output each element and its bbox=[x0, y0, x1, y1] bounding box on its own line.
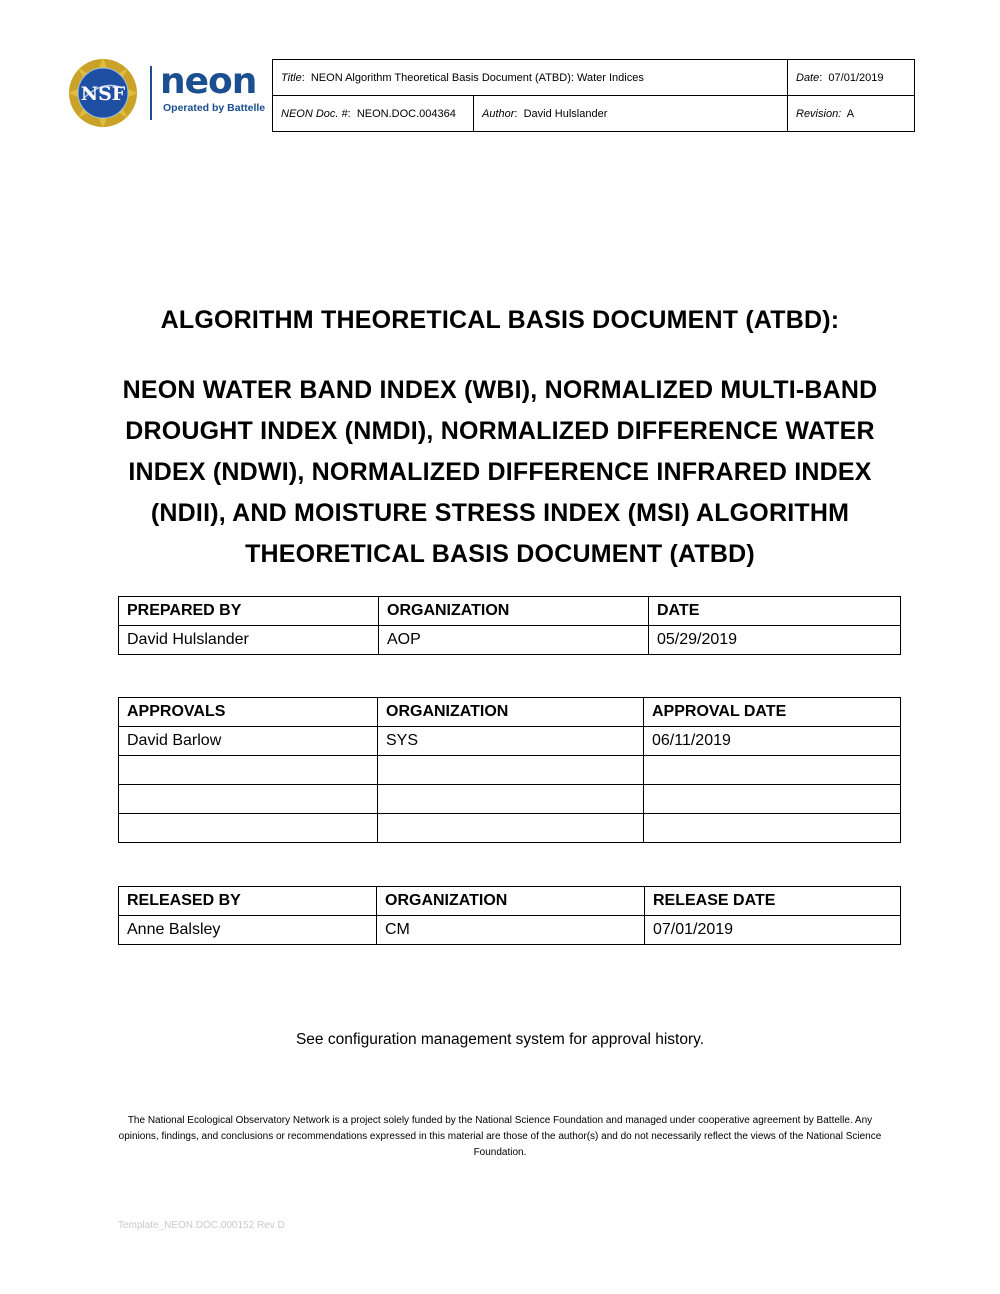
table-cell bbox=[119, 785, 378, 814]
table-cell bbox=[378, 814, 644, 843]
table-cell: 05/29/2019 bbox=[649, 626, 901, 655]
funding-disclaimer: The National Ecological Observatory Network is a project solely funded by the National Science Foundation and managed under cooperative agreement by Battelle. Any opinions, findings, and conclusions or recommendations expressed in this material are those of the author(s) and do not necessarily reflect the views of the National Science Foundation. bbox=[118, 1115, 882, 1158]
revision-label: Revision: bbox=[796, 107, 842, 120]
prepared-by-table bbox=[118, 596, 901, 655]
operated-by-battelle: Operated by Battelle bbox=[163, 102, 266, 114]
svg-text:NSF: NSF bbox=[80, 83, 126, 105]
table-header-cell: PREPARED BY bbox=[119, 597, 379, 626]
document-title-line1: ALGORITHM THEORETICAL BASIS DOCUMENT (ATBD): bbox=[160, 306, 840, 334]
logo-divider bbox=[150, 66, 152, 120]
table-row bbox=[119, 626, 901, 655]
template-id: Template_NEON.DOC.000152 Rev D bbox=[118, 1220, 285, 1231]
table-header-cell: ORGANIZATION bbox=[379, 597, 649, 626]
table-cell: SYS bbox=[378, 727, 644, 756]
table-cell bbox=[644, 814, 901, 843]
table-row bbox=[119, 916, 901, 945]
header-author-cell: Author: David Hulslander bbox=[474, 96, 788, 132]
author-label: Author bbox=[482, 107, 515, 120]
table-header-cell: RELEASED BY bbox=[119, 887, 377, 916]
header-title-cell: Title: NEON Algorithm Theoretical Basis Document (ATBD): Water Indices bbox=[273, 60, 788, 96]
approvals-table bbox=[118, 697, 901, 843]
doc-label: NEON Doc. # bbox=[281, 107, 348, 120]
table-header-cell: ORGANIZATION bbox=[377, 887, 645, 916]
table-header-cell: APPROVAL DATE bbox=[644, 698, 901, 727]
config-management-note: See configuration management system for approval history. bbox=[295, 1031, 705, 1048]
table-cell bbox=[378, 785, 644, 814]
title-label: Title bbox=[281, 71, 302, 84]
header-date-cell: Date: 07/01/2019 bbox=[788, 60, 915, 96]
document-title-line2: NEON WATER BAND INDEX (WBI), NORMALIZED MULTI-BAND DROUGHT INDEX (NMDI), NORMALIZED DIFFERENCE WATER INDEX (NDWI), NORMALIZED DIFFERENCE INFRARED INDEX (NDII), AND MOISTURE STRESS INDEX (MSI) ALGORITHM THEORETICAL BASIS DOCUMENT (ATBD) bbox=[122, 376, 878, 568]
table-cell bbox=[378, 756, 644, 785]
date-value: 07/01/2019 bbox=[828, 71, 884, 84]
author-value: David Hulslander bbox=[523, 107, 608, 120]
table-cell: Anne Balsley bbox=[119, 916, 377, 945]
title-value: NEON Algorithm Theoretical Basis Document (ATBD): Water Indices bbox=[310, 71, 644, 84]
table-cell: AOP bbox=[379, 626, 649, 655]
table-row bbox=[119, 785, 901, 814]
doc-value: NEON.DOC.004364 bbox=[356, 107, 456, 120]
table-header-cell: APPROVALS bbox=[119, 698, 378, 727]
table-cell: David Hulslander bbox=[119, 626, 379, 655]
table-row bbox=[119, 727, 901, 756]
table-cell: David Barlow bbox=[119, 727, 378, 756]
table-header-row bbox=[119, 698, 901, 727]
table-cell bbox=[644, 785, 901, 814]
header-doc-cell: NEON Doc. #: NEON.DOC.004364 bbox=[273, 96, 474, 132]
date-label: Date bbox=[796, 71, 820, 84]
table-row bbox=[119, 756, 901, 785]
revision-value: A bbox=[846, 107, 855, 120]
neon-logo bbox=[68, 58, 272, 130]
table-header-cell: RELEASE DATE bbox=[645, 887, 901, 916]
released-by-table bbox=[118, 886, 901, 945]
table-header-cell: ORGANIZATION bbox=[378, 698, 644, 727]
table-cell bbox=[644, 756, 901, 785]
table-row bbox=[119, 814, 901, 843]
table-header-cell: DATE bbox=[649, 597, 901, 626]
neon-wordmark: neon bbox=[160, 61, 257, 102]
table-cell: 07/01/2019 bbox=[645, 916, 901, 945]
header-revision-cell bbox=[788, 96, 915, 132]
table-header-row bbox=[119, 597, 901, 626]
table-header-row bbox=[119, 887, 901, 916]
header-info-table bbox=[272, 59, 915, 132]
table-cell bbox=[119, 814, 378, 843]
table-cell: CM bbox=[377, 916, 645, 945]
nsf-seal-icon bbox=[68, 58, 138, 128]
table-cell bbox=[119, 756, 378, 785]
table-cell: 06/11/2019 bbox=[644, 727, 901, 756]
